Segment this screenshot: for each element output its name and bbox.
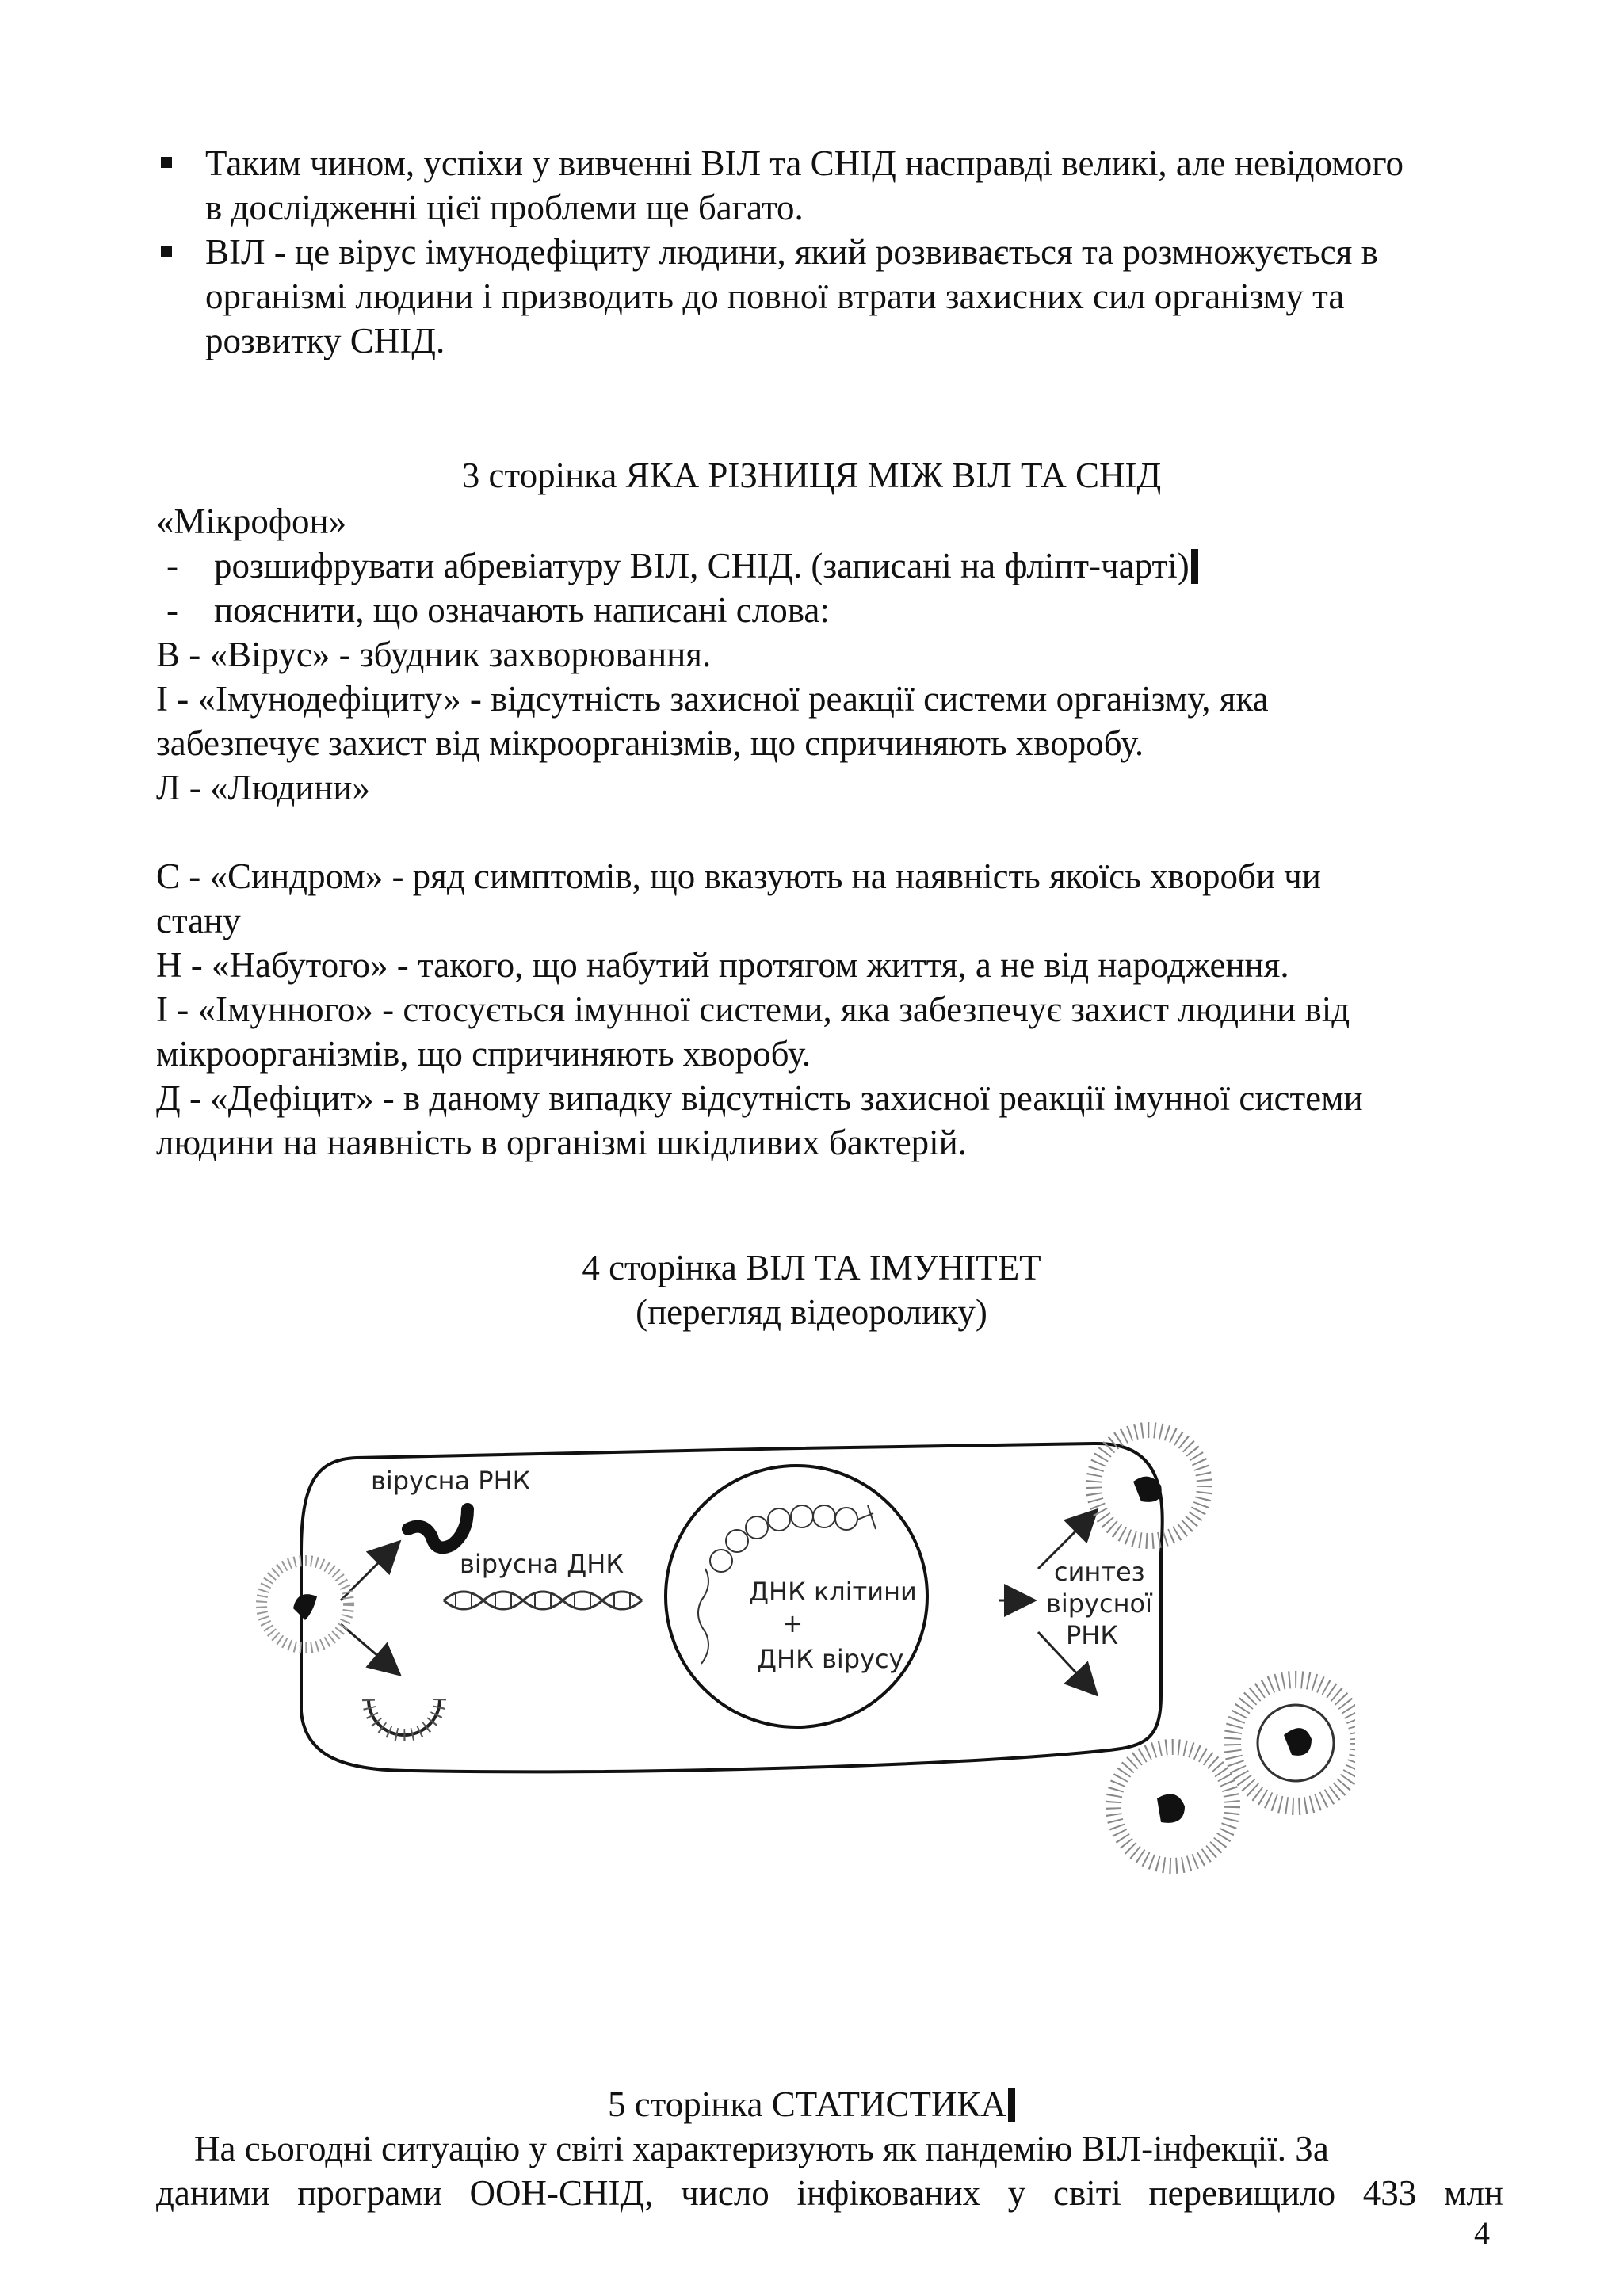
section5-heading [0,2082,1623,2126]
definition-i2-line: І - «Імунного» - стосується імунної системи, яка забезпечує захист людини від [156,990,1350,1029]
label-synthesis: вірусної [1046,1589,1152,1619]
definition-i-line: забезпечує захист від мікроорганізмів, що спричиняють хворобу. [156,723,1144,763]
section4-subheading: (перегляд відеоролику) [636,1292,987,1332]
hiv-replication-diagram [230,1410,1355,2068]
dash-item: - розшифрувати абревіатуру ВІЛ, СНІД. (записані на фліпт-чарті) [166,543,1198,588]
bullet-text-line: в дослідженні цієї проблеми ще багато. [205,188,804,227]
virus-particle-entering [262,1561,349,1648]
label-virus-dna: ДНК вірусу [757,1644,904,1674]
label-cell-dna: ДНК клітини [749,1577,917,1607]
bullet-item [156,141,1503,230]
viral-dna-helix [444,1592,642,1609]
virus-particle-budding [369,1699,440,1735]
text-cursor [1008,2088,1015,2122]
definition-n: Н - «Набутого» - такого, що набутий протягом життя, а не від народження. [156,945,1289,985]
method-label: «Мікрофон» [156,502,347,541]
definition-l: Л - «Людини» [156,768,370,807]
page-number: 4 [1474,2215,1490,2251]
label-synthesis: синтез [1054,1557,1145,1587]
label-plus: + [781,1608,804,1638]
definition-d-line: людини на наявність в організмі шкідливих бактерій. [156,1123,968,1162]
paragraph-line: даними програми ООН-СНІД, число інфікованих у світі перевищило 433 млн [156,2173,1503,2213]
label-synthesis: РНК [1066,1620,1119,1650]
bullet-square-icon [161,157,172,168]
definition-d-line: Д - «Дефіцит» - в даному випадку відсутність захисної реакції імунної системи [156,1078,1363,1118]
bullet-text-line: організмі людини і призводить до повної втрати захисних сил організму та [205,277,1345,316]
definition-s-line: стану [156,901,241,940]
section5-heading-text: 5 сторінка СТАТИСТИКА [607,2084,1007,2124]
bullet-text-line: ВІЛ - це вірус імунодефіциту людини, який розвивається та розмножується в [205,232,1378,272]
virus-particle-free [1232,1680,1355,1806]
bullet-square-icon [161,246,172,257]
section3-heading: 3 сторінка ЯКА РІЗНИЦЯ МІЖ ВІЛ ТА СНІД [461,456,1162,495]
definition-v: В - «Вірус» - збудник захворювання. [156,635,712,674]
viral-rna-shape [408,1509,468,1547]
virus-particle-released-bottom [1113,1747,1232,1866]
bullet-text-line: розвитку СНІД. [205,321,445,360]
definition-i2-line: мікроорганізмів, що спричиняють хворобу. [156,1034,812,1074]
definition-s-line: С - «Синдром» - ряд симптомів, що вказують на наявність якоїсь хвороби чи [156,856,1321,896]
dash-item-text: пояснити, що означають написані слова: [214,590,830,630]
virus-particle-released-top [1094,1430,1205,1541]
dash-item: - пояснити, що означають написані слова: [166,590,830,630]
text-cursor [1191,549,1198,584]
section4-heading: 4 сторінка ВІЛ ТА ІМУНІТЕТ [582,1248,1041,1287]
label-viral-dna: вірусна ДНК [460,1549,624,1579]
paragraph-line: На сьогодні ситуацію у світі характеризують як пандемію ВІЛ-інфекції. За [194,2129,1329,2168]
definition-i-line: І - «Імунодефіциту» - відсутність захисної реакції системи організму, яка [156,679,1269,719]
dash-item-text: розшифрувати абревіатуру ВІЛ, СНІД. (записані на фліпт-чарті) [214,546,1190,585]
arrow [341,1624,396,1672]
bullet-item [156,230,1503,363]
bullet-text-line: Таким чином, успіхи у вивченні ВІЛ та СНІД насправді великі, але невідомого [205,143,1404,183]
label-viral-rna: вірусна РНК [371,1466,531,1496]
